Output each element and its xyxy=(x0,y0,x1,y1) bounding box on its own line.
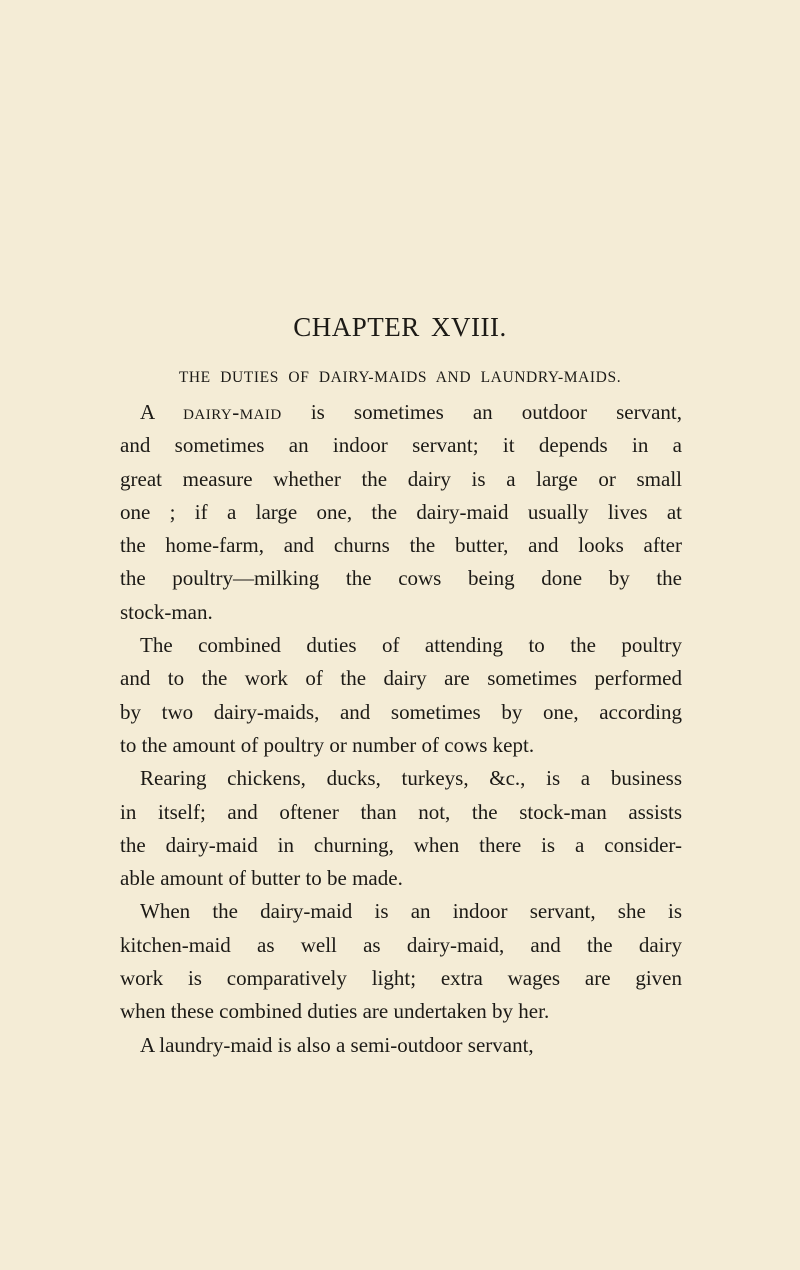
chapter-subtitle: THE DUTIES OF DAIRY-MAIDS AND LAUNDRY-MAIDS. xyxy=(178,369,622,386)
body-text xyxy=(120,396,682,1062)
text-line-content: is sometimes an outdoor servant, xyxy=(281,400,683,424)
text-line: When the dairy-maid is an indoor servant, she is xyxy=(140,899,682,924)
text-line: the dairy-maid in churning, when there is a consider- xyxy=(120,832,682,857)
text-line: by two dairy-maids, and sometimes by one, according xyxy=(120,699,682,724)
chapter-heading: CHAPTER XVIII. xyxy=(293,312,507,342)
text-line: A laundry-maid is also a semi-outdoor servant, xyxy=(140,1032,534,1057)
text-line: and sometimes an indoor servant; it depends in a xyxy=(120,433,682,458)
text-line: one ; if a large one, the dairy-maid usually lives at xyxy=(120,499,682,524)
text-line: able amount of butter to be made. xyxy=(120,866,403,891)
text-line: great measure whether the dairy is a large or small xyxy=(120,466,682,491)
text-line: The combined duties of attending to the poultry xyxy=(140,633,682,658)
text-line: work is comparatively light; extra wages are given xyxy=(120,966,682,991)
text-line: Rearing chickens, ducks, turkeys, &c., is a business xyxy=(140,766,682,791)
text-line: stock-man. xyxy=(120,599,213,624)
text-line xyxy=(120,396,682,429)
text-line: and to the work of the dairy are sometimes performed xyxy=(120,666,682,691)
text-line: the poultry—milking the cows being done by the xyxy=(120,566,682,591)
text-line: in itself; and oftener than not, the stock-man assists xyxy=(120,799,682,824)
text-line: kitchen-maid as well as dairy-maid, and the dairy xyxy=(120,932,682,957)
smallcaps-lead: dairy-maid xyxy=(183,400,282,424)
text-line: to the amount of poultry or number of cows kept. xyxy=(120,732,535,757)
text-line: when these combined duties are undertaken by her. xyxy=(120,999,550,1024)
text-line: the home-farm, and churns the butter, and looks after xyxy=(120,533,682,558)
drop-initial: A xyxy=(140,400,184,424)
